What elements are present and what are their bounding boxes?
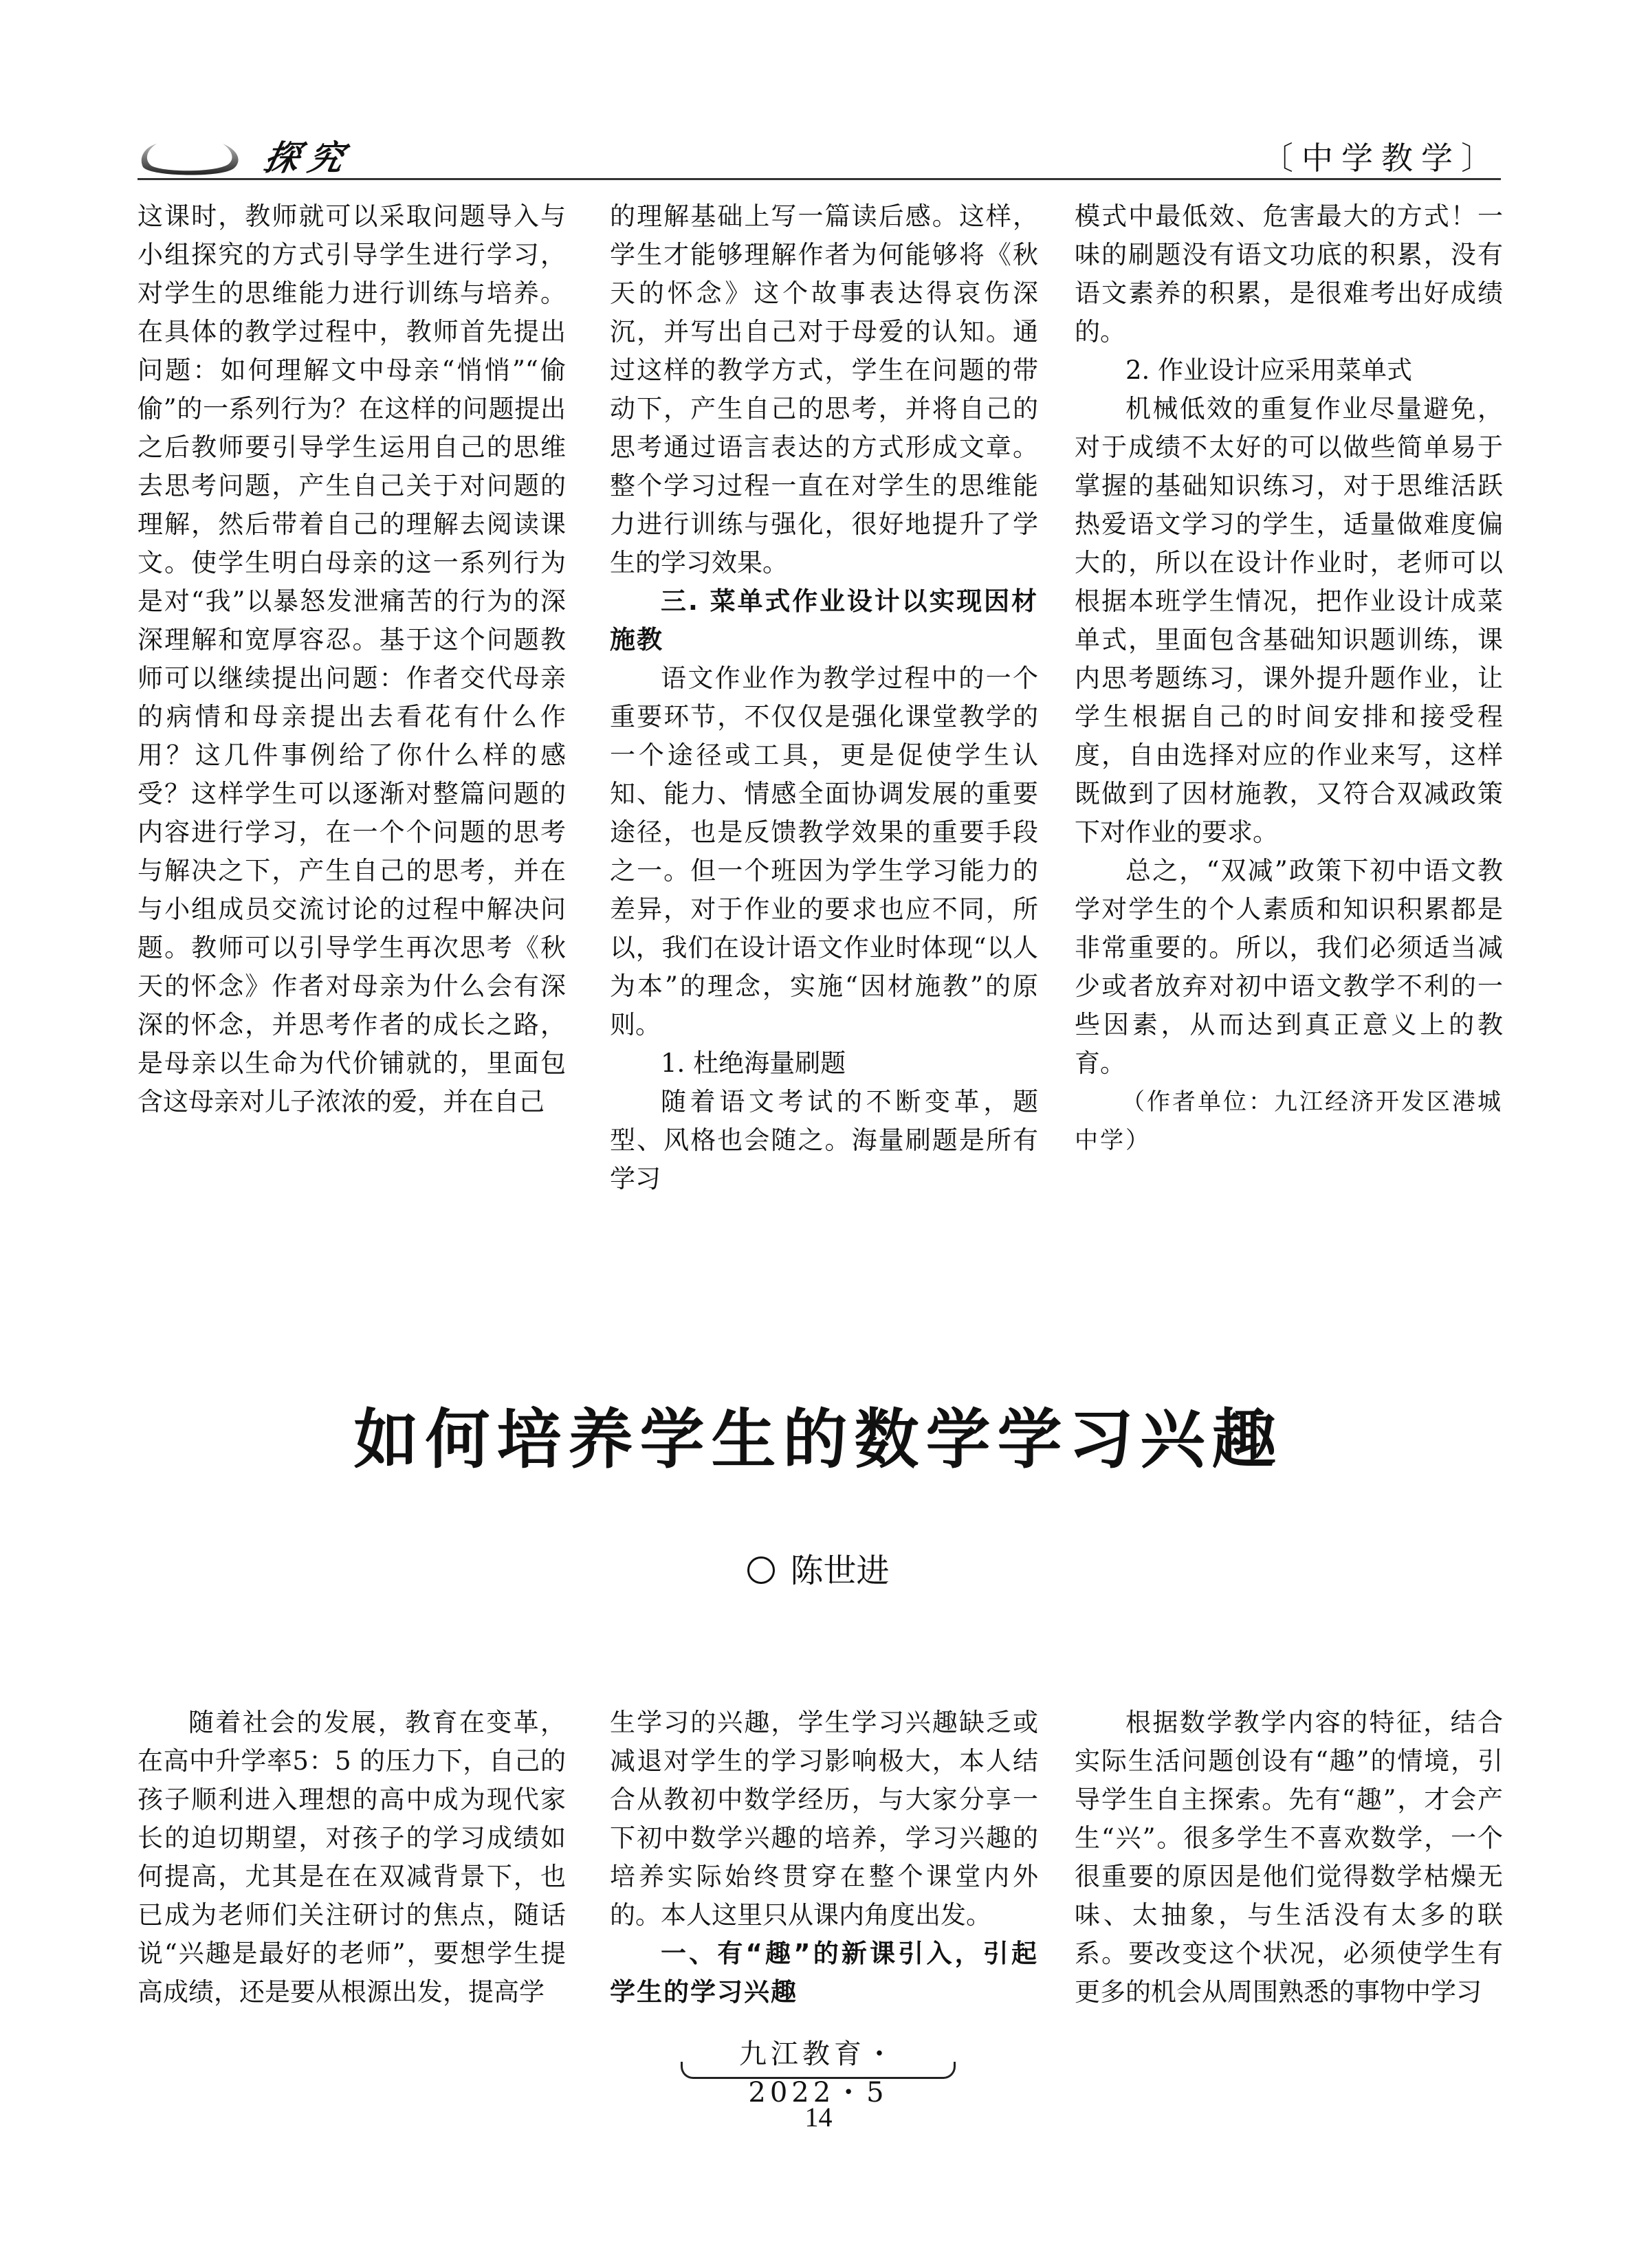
paragraph: 这课时，教师就可以采取问题导入与小组探究的方式引导学生进行学习，对学生的思维能力进行训练与培养。在具体的教学过程中，教师首先提出问题：如何理解文中母亲“悄悄”“偷偷”的一系列行为？在这样的问题提出之后教师要引导学生运用自己的思维去思考问题，产生自己关于对问题的理解，然后带着自己的理解去阅读课文。使学生明白母亲的这一系列行为是对“我”以暴怒发泄痛苦的行为的深深理解和宽厚容忍。基于这个问题教师可以继续提出问题：作者交代母亲的病情和母亲提出去看花有什么作用？这几件事例给了你什么样的感受？这样学生可以逐渐对整篇问题的内容进行学习，在一个个问题的思考与解决之下，产生自己的思考，并在与小组成员交流讨论的过程中解决问题。教师可以引导学生再次思考《秋天的怀念》作者对母亲为什么会有深深的怀念，并思考作者的成长之路，是母亲以生命为代价铺就的，里面包含这母亲对儿子浓浓的爱，并在自己: [138, 201, 566, 1116]
paragraph: 根据数学教学内容的特征，结合实际生活问题创设有“趣”的情境，引导学生自主探索。先有“趣”，才会产生“兴”。很多学生不喜欢数学，一个很重要的原因是他们觉得数学枯燥无味、太抽象，与生活没有太多的联系。要改变这个状况，必须使学生有更多的机会从周围熟悉的事物中学习: [1075, 1708, 1503, 2007]
paragraph: 随着语文考试的不断变革，题型、风格也会随之。海量刷题是所有学习: [610, 1087, 1038, 1193]
byline: [0, 1550, 1637, 1592]
journal-section-label: 〔中学教学〕: [1262, 140, 1501, 177]
previous-article-column-2: [610, 197, 1038, 1198]
paragraph: 机械低效的重复作业尽量避免，对于成绩不太好的可以做些简单易于掌握的基础知识练习，对于思维活跃热爱语文学习的学生，适量做难度偏大的，所以在设计作业时，老师可以根据本班学生情况，把作业设计成菜单式，里面包含基础知识题训练，课内思考题练习，课外提升题作业，让学生根据自己的时间安排和接受程度，自由选择对应的作业来写，这样既做到了因材施教，又符合双减政策下对作业的要求。: [1075, 394, 1503, 847]
section-heading: 一、有“趣”的新课引入，引起学生的学习兴趣: [610, 1939, 1038, 2007]
footer-journal-banner: [681, 2035, 956, 2109]
subsection-heading: 1. 杜绝海量刷题: [661, 1048, 846, 1078]
paragraph: 模式中最低效、危害最大的方式！一味的刷题没有语文功底的积累，没有语文素养的积累，是很难考出好成绩的。: [1075, 201, 1503, 346]
previous-article-column-1: [138, 197, 566, 1121]
page-number: 14: [804, 2102, 833, 2133]
paragraph: 总之，“双减”政策下初中语文教学对学生的个人素质和知识积累都是非常重要的。所以，我们必须适当减少或者放弃对初中语文教学不利的一些因素，从而达到真正意义上的教育。: [1075, 856, 1503, 1078]
article-column-1: [138, 1704, 566, 2012]
article-title: 如何培养学生的数学学习兴趣: [353, 1402, 1284, 1477]
paragraph: 语文作业作为教学过程中的一个重要环节，不仅仅是强化课堂教学的一个途径或工具，更是促使学生认知、能力、情感全面协调发展的重要途径，也是反馈教学效果的重要手段之一。但一个班因为学生学习能力的差异，对于作业的要求也应不同，所以，我们在设计语文作业时体现“以人为本”的理念，实施“因材施教”的原则。: [610, 663, 1038, 1039]
paragraph: 的理解基础上写一篇读后感。这样，学生才能够理解作者为何能够将《秋天的怀念》这个故事表达得哀伤深沉，并写出自己对于母爱的认知。通过这样的教学方式，学生在问题的带动下，产生自己的思考，并将自己的思考通过语言表达的方式形成文章。整个学习过程一直在对学生的思维能力进行训练与强化，很好地提升了学生的学习效果。: [610, 201, 1038, 577]
ellipse-ring-logo-icon: [139, 141, 241, 177]
header-divider: [138, 178, 1501, 180]
author-name: 陈世进: [790, 1552, 890, 1590]
previous-article-column-3: [1075, 197, 1503, 1160]
author-affiliation: （作者单位：九江经济开发区港城中学）: [1075, 1088, 1503, 1154]
hollow-circle-icon: [747, 1556, 775, 1584]
subsection-heading: 2. 作业设计应采用菜单式: [1125, 355, 1413, 385]
article-column-2: [610, 1704, 1038, 2012]
section-tag: 探究: [260, 138, 358, 178]
journal-issue: 九江教育・2022・5: [739, 2038, 897, 2109]
paragraph: 随着社会的发展，教育在变革，在高中升学率5：5 的压力下，自己的孩子顺利进入理想的高中成为现代家长的迫切期望，对孩子的学习成绩如何提高，尤其是在在双减背景下，也已成为老师们关注研讨的焦点，随话说“兴趣是最好的老师”，要想学生提高成绩，还是要从根源出发，提高学: [138, 1708, 566, 2007]
paragraph: 生学习的兴趣，学生学习兴趣缺乏或减退对学生的学习影响极大，本人结合从教初中数学经历，与大家分享一下初中数学兴趣的培养，学习兴趣的培养实际始终贯穿在整个课堂内外的。本人这里只从课内角度出发。: [610, 1708, 1038, 1930]
banner-bracket: [681, 2062, 956, 2079]
article-column-3: [1075, 1704, 1503, 2012]
section-heading: 三. 菜单式作业设计以实现因材施教: [610, 586, 1038, 654]
